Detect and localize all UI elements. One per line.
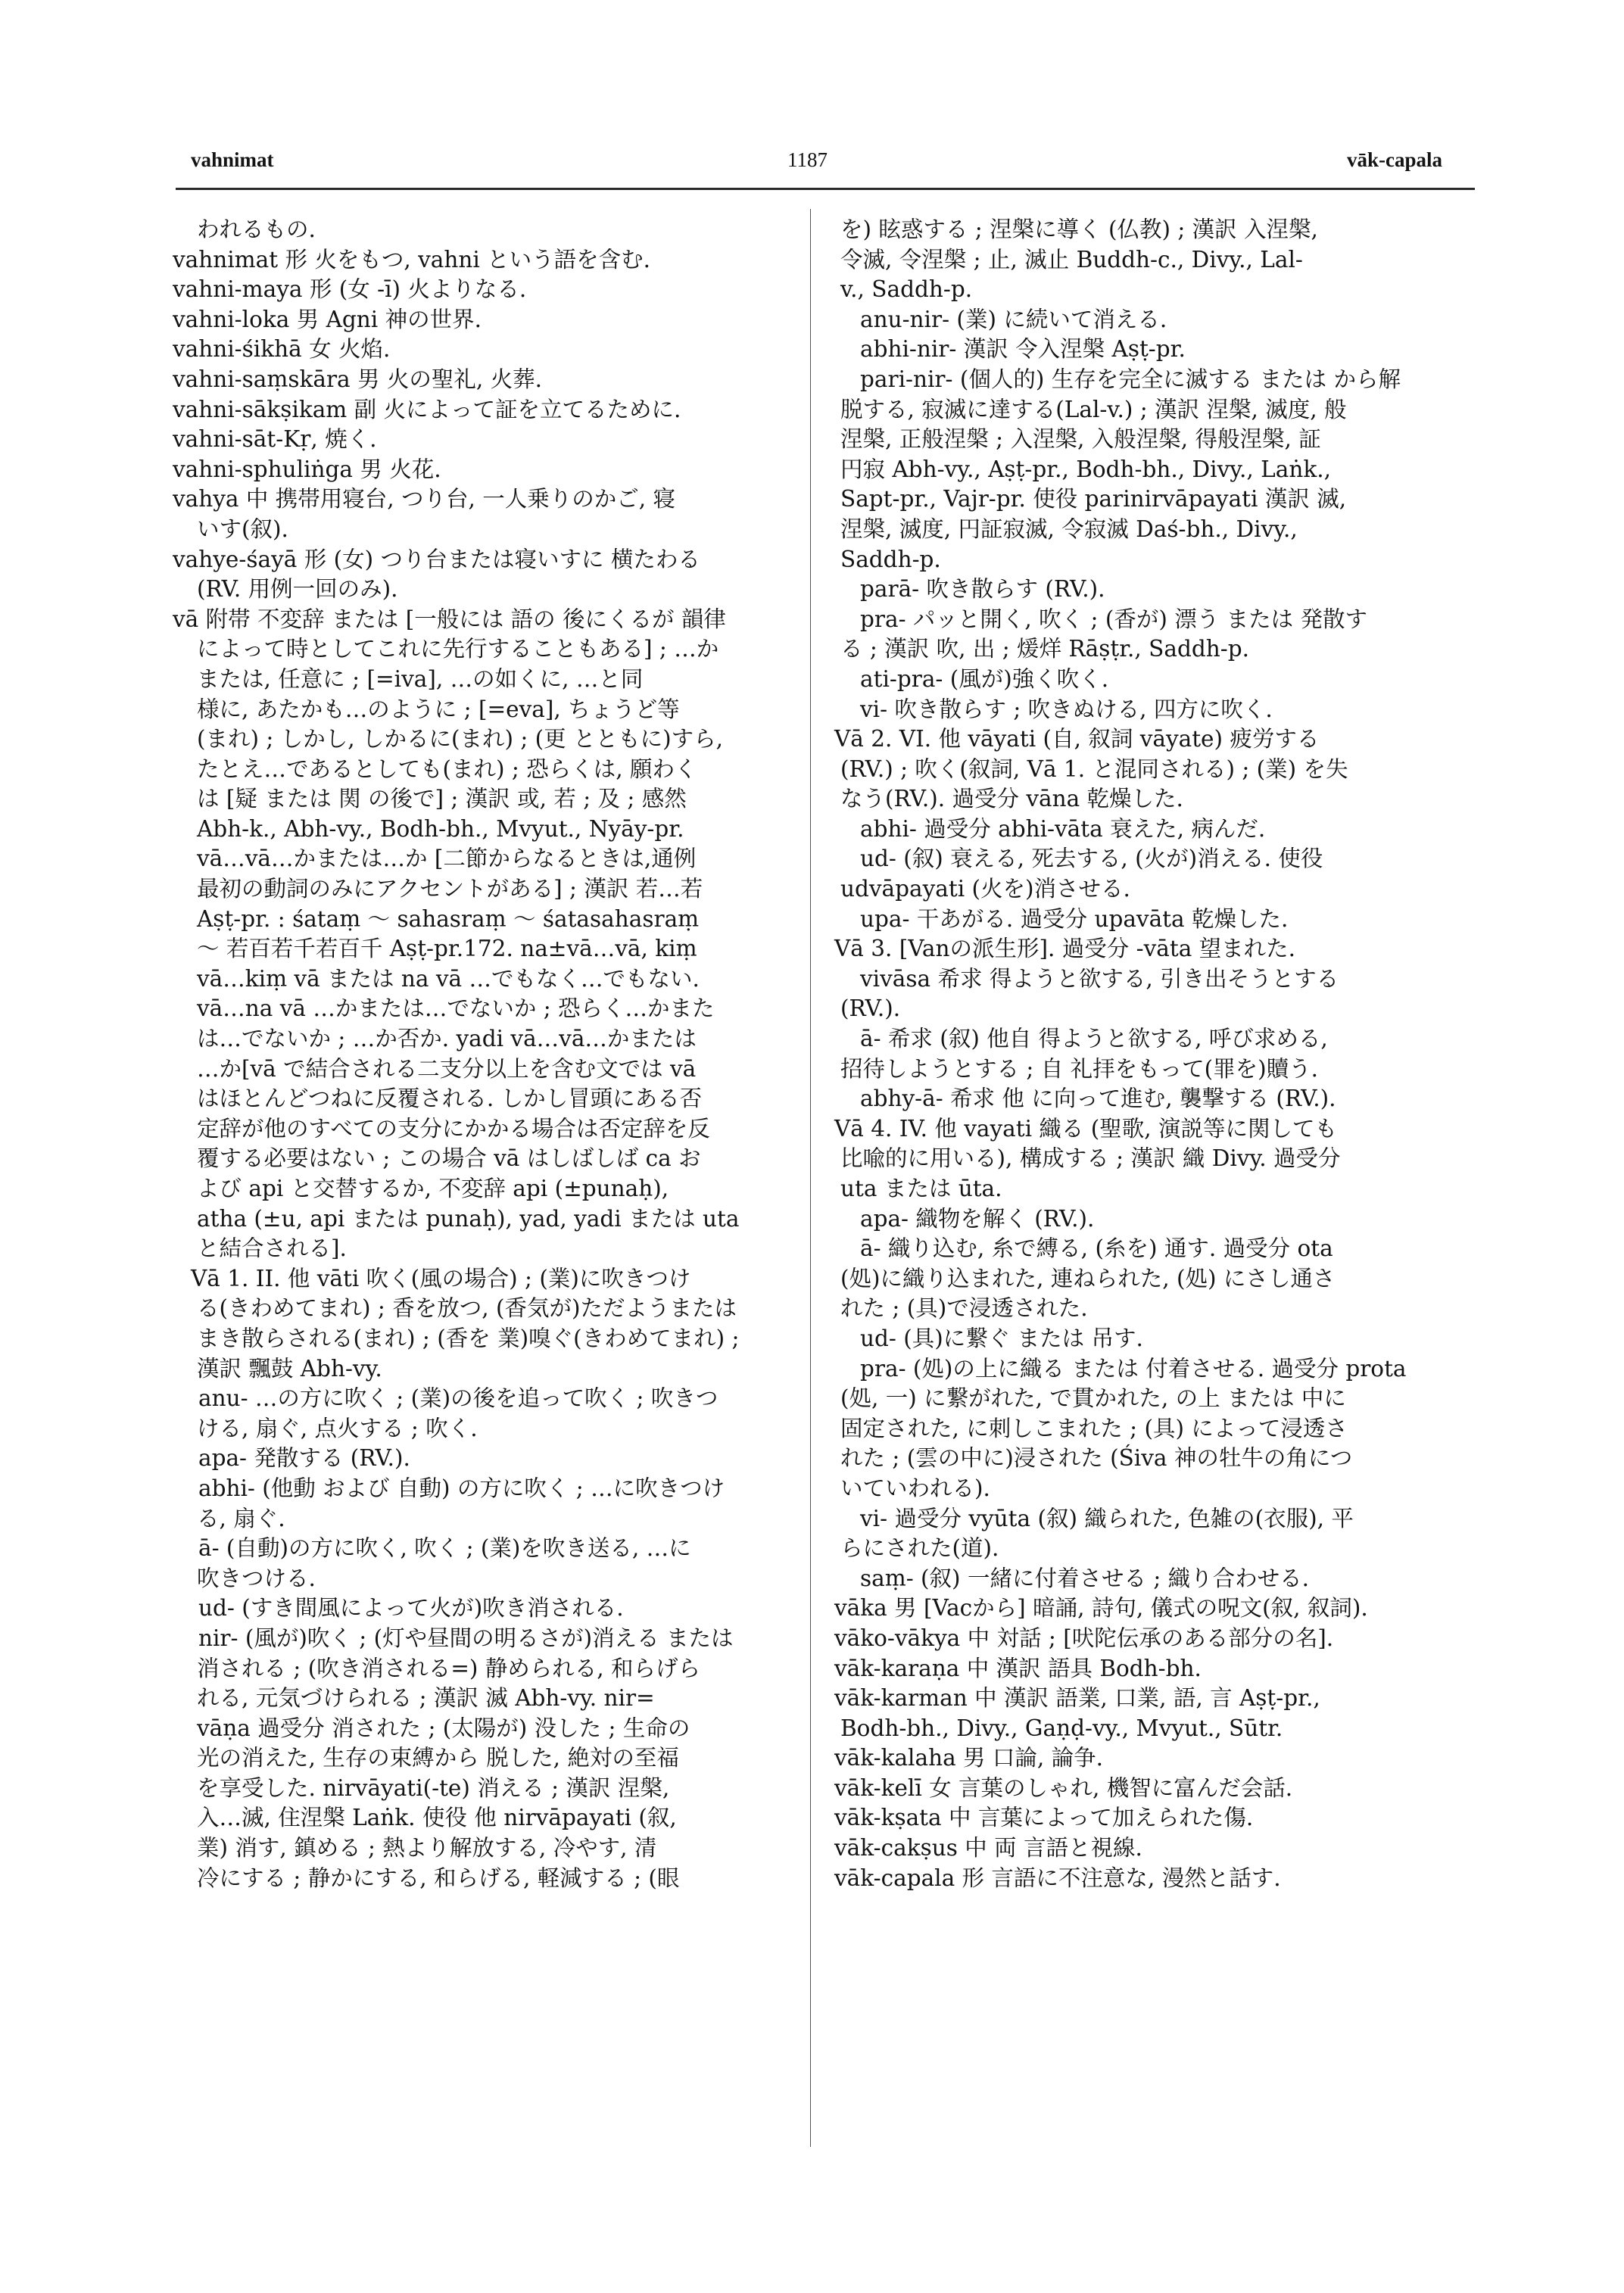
dictionary-line: ける, 扇ぐ, 点火する ; 吹く. <box>197 1415 478 1441</box>
dictionary-line: 業) 消す, 鎮める ; 熱より解放する, 冷やす, 清 <box>197 1835 657 1862</box>
dictionary-line: Aṣṭ-pr. : śataṃ ～ sahasraṃ ～ śatasahasraṃ <box>197 905 700 932</box>
dictionary-line: 消される ; (吹き消される=) 静められる, 和らげら <box>197 1655 701 1681</box>
dictionary-line: Bodh-bh., Divy., Gaṇḍ-vy., Mvyut., Sūtr. <box>840 1715 1283 1741</box>
dictionary-line: pari-nir- (個人的) 生存を完全に滅する または から解 <box>860 366 1401 392</box>
dictionary-line: たとえ…であるとしても(まれ) ; 恐らくは, 願わく <box>197 756 697 782</box>
dictionary-line: なう(RV.). 過受分 vāna 乾燥した. <box>840 786 1183 812</box>
dictionary-line: udvāpayati (火を)消させる. <box>840 876 1130 902</box>
dictionary-line: ud- (具)に繋ぐ または 吊す. <box>860 1325 1143 1351</box>
dictionary-line: anu-nir- (業) に続いて消える. <box>860 306 1167 332</box>
dictionary-line: 定辞が他のすべての支分にかかる場合は否定辞を反 <box>197 1115 710 1142</box>
dictionary-line: と結合される]. <box>197 1235 347 1262</box>
dictionary-line: vahya 中 携帯用寝台, つり台, 一人乗りのかご, 寝 <box>173 486 676 512</box>
dictionary-line: 円寂 Abh-vy., Aṣṭ-pr., Bodh-bh., Divy., Laṅk., <box>840 456 1331 482</box>
dictionary-line: vāk-kṣata 中 言葉によって加えられた傷. <box>834 1805 1254 1831</box>
dictionary-line: 吹きつける. <box>197 1565 316 1591</box>
dictionary-line: (まれ) ; しかし, しかるに(まれ) ; (更 とともに)すら, <box>197 726 723 752</box>
dictionary-line: abhy-ā- 希求 他 に向って進む, 襲撃する (RV.). <box>860 1086 1336 1112</box>
dictionary-line: れる, 元気づけられる ; 漢訳 滅 Abh-vy. nir= <box>197 1685 655 1712</box>
column-divider <box>810 209 811 2147</box>
dictionary-line: anu- …の方に吹く ; (業)の後を追って吹く ; 吹きつ <box>198 1385 718 1412</box>
dictionary-line: vahni-maya 形 (女 -ī) 火よりなる. <box>173 276 527 303</box>
dictionary-line: vāk-kalaha 男 口論, 論争. <box>834 1745 1104 1771</box>
dictionary-line: pra- パッと開く, 吹く ; (香が) 漂う または 発散す <box>860 606 1368 632</box>
dictionary-line: 冷にする ; 静かにする, 和らげる, 軽減する ; (眼 <box>197 1865 680 1891</box>
dictionary-line: vi- 吹き散らす ; 吹きぬける, 四方に吹く. <box>860 696 1273 722</box>
dictionary-line: 比喩的に用いる), 構成する ; 漢訳 織 Divy. 過受分 <box>840 1145 1341 1172</box>
dictionary-line: 光の消えた, 生存の束縛から 脱した, 絶対の至福 <box>197 1745 679 1771</box>
dictionary-line: いす(叙). <box>197 516 288 542</box>
running-head-right: vāk-capala <box>1346 148 1442 171</box>
dictionary-line: る, 扇ぐ. <box>197 1505 285 1531</box>
dictionary-line: parā- 吹き散らす (RV.). <box>860 576 1105 603</box>
dictionary-line: vā…na vā …かまたは…でないか ; 恐らく…かまた <box>197 995 715 1022</box>
dictionary-line: vahni-saṃskāra 男 火の聖礼, 火葬. <box>173 366 543 392</box>
dictionary-line: いていわれる). <box>840 1475 990 1501</box>
dictionary-line: vāṇa 過受分 消された ; (太陽が) 没した ; 生命の <box>197 1715 690 1741</box>
dictionary-line: Saddh-p. <box>840 546 941 572</box>
dictionary-line: pra- (処)の上に織る または 付着させる. 過受分 prota <box>860 1355 1407 1382</box>
dictionary-line: abhi- (他動 および 自動) の方に吹く ; …に吹きつけ <box>198 1475 725 1501</box>
dictionary-line: を) 眩惑する ; 涅槃に導く (仏教) ; 漢訳 入涅槃, <box>840 217 1318 242</box>
dictionary-line: …か[vā で結合される二支分以上を含む文では vā <box>197 1055 697 1082</box>
dictionary-line: ati-pra- (風が)強く吹く. <box>860 665 1109 692</box>
dictionary-line: vahni-loka 男 Agni 神の世界. <box>173 306 482 332</box>
dictionary-line: apa- 発散する (RV.). <box>198 1445 410 1472</box>
dictionary-line: vivāsa 希求 得ようと欲する, 引き出そうとする <box>860 965 1339 992</box>
header-rule <box>176 188 1475 190</box>
dictionary-line: vāk-capala 形 言語に不注意な, 漫然と話す. <box>834 1865 1281 1891</box>
dictionary-line: abhi-nir- 漢訳 令入涅槃 Aṣṭ-pr. <box>860 336 1186 363</box>
dictionary-line: ud- (叙) 衰える, 死去する, (火が)消える. 使役 <box>860 846 1323 872</box>
dictionary-line: vahni-śikhā 女 火焰. <box>173 336 391 363</box>
dictionary-line: ～ 若百若千若百千 Aṣṭ-pr.172. na±vā…vā, kiṃ <box>197 936 697 962</box>
dictionary-line: Vā 4. IV. 他 vayati 織る (聖歌, 演説等に関しても <box>834 1115 1338 1142</box>
dictionary-line: vā…kiṃ vā または na vā …でもなく…でもない. <box>197 965 700 992</box>
dictionary-line: vāk-karman 中 漢訳 語業, 口業, 語, 言 Aṣṭ-pr., <box>834 1685 1320 1712</box>
dictionary-line: ā- (自動)の方に吹く, 吹く ; (業)を吹き送る, …に <box>198 1535 691 1562</box>
dictionary-line: vahni-sākṣikam 副 火によって証を立てるために. <box>173 396 681 422</box>
dictionary-line: または, 任意に ; [=iva], …の如くに, …と同 <box>197 665 644 692</box>
dictionary-line: Sapt-pr., Vajr-pr. 使役 parinirvāpayati 漢訳 滅, <box>840 486 1347 512</box>
dictionary-line: Vā 3. [Vanの派生形]. 過受分 -vāta 望まれた. <box>834 936 1296 962</box>
dictionary-line: 覆する必要はない ; この場合 vā はしばしば ca お <box>197 1145 701 1172</box>
dictionary-line: (RV.). <box>840 995 901 1022</box>
dictionary-line: を享受した. nirvāyati(-te) 消える ; 漢訳 涅槃, <box>197 1774 670 1801</box>
dictionary-line: は…でないか ; …か否か. yadi vā…vā…かまたは <box>197 1026 697 1052</box>
dictionary-line: vahnimat 形 火をもつ, vahni という語を含む. <box>173 246 651 273</box>
dictionary-line: らにされた(道). <box>840 1535 999 1562</box>
page-number: 1187 <box>787 148 828 171</box>
dictionary-line: ā- 織り込む, 糸で縛る, (糸を) 通す. 過受分 ota <box>860 1235 1333 1262</box>
dictionary-line: uta または ūta. <box>840 1176 1002 1201</box>
dictionary-line: nir- (風が)吹く ; (灯や昼間の明るさが)消える または <box>198 1625 734 1651</box>
dictionary-line: atha (±u, api または punaḥ), yad, yadi または uta <box>197 1205 740 1232</box>
dictionary-line: 固定された, に刺しこまれた ; (具) によって浸透さ <box>840 1415 1348 1441</box>
dictionary-line: 最初の動詞のみにアクセントがある] ; 漢訳 若…若 <box>197 876 703 902</box>
dictionary-line: vāk-karaṇa 中 漢訳 語具 Bodh-bh. <box>834 1655 1202 1681</box>
dictionary-line: vā…vā…かまたは…か [二節からなるときは,通例 <box>197 846 697 872</box>
dictionary-line: は [疑 または 関 の後で] ; 漢訳 或, 若 ; 及 ; 感然 <box>197 786 687 812</box>
dictionary-line: Abh-k., Abh-vy., Bodh-bh., Mvyut., Nyāy-pr. <box>197 815 684 842</box>
dictionary-line: vi- 過受分 vyūta (叙) 織られた, 色雑の(衣服), 平 <box>860 1505 1354 1531</box>
dictionary-line: v., Saddh-p. <box>840 276 973 303</box>
dictionary-line: vā 附帯 不変辞 または [一般には 語の 後にくるが 韻律 <box>173 606 726 632</box>
dictionary-line: ā- 希求 (叙) 他自 得ようと欲する, 呼び求める, <box>860 1026 1328 1052</box>
right-column <box>816 215 1454 1893</box>
dictionary-line: vahni-sphuliṅga 男 火花. <box>173 456 441 482</box>
dictionary-line: apa- 織物を解く (RV.). <box>860 1205 1095 1232</box>
dictionary-line: れた ; (具)で浸透された. <box>840 1295 1088 1322</box>
dictionary-line: upa- 干あがる. 過受分 upavāta 乾燥した. <box>860 905 1289 932</box>
left-column <box>173 215 809 1893</box>
dictionary-line: よび api と交替するか, 不変辞 api (±punaḥ), <box>197 1176 669 1201</box>
dictionary-line: vahni-sāt-Kṛ, 焼く. <box>173 426 377 453</box>
dictionary-line: 招待しようとする ; 自 礼拝をもって(罪を)贖う. <box>840 1055 1318 1082</box>
dictionary-line: はほとんどつねに反覆される. しかし冒頭にある否 <box>197 1086 703 1112</box>
dictionary-line: れた ; (雲の中に)浸された (Śiva 神の牡牛の角につ <box>840 1445 1353 1472</box>
dictionary-line: saṃ- (叙) 一緒に付着させる ; 織り合わせる. <box>860 1565 1310 1591</box>
dictionary-line: 脱する, 寂滅に達する(Lal-v.) ; 漢訳 涅槃, 滅度, 般 <box>840 396 1347 422</box>
dictionary-line: われるもの. <box>197 217 316 242</box>
dictionary-line: 漢訳 飄鼓 Abh-vy. <box>197 1355 382 1382</box>
dictionary-line: る(きわめてまれ) ; 香を放つ, (香気が)ただようまたは <box>197 1295 737 1322</box>
dictionary-line: ud- (すき間風によって火が)吹き消される. <box>198 1595 624 1622</box>
dictionary-line: (処, 一) に繋がれた, で貫かれた, の上 または 中に <box>840 1385 1346 1412</box>
dictionary-line: (RV.) ; 吹く(叙詞, Vā 1. と混同される) ; (業) を失 <box>840 756 1348 782</box>
dictionary-line: Vā 2. VI. 他 vāyati (自, 叙詞 vāyate) 疲労する <box>834 726 1320 752</box>
running-head-left: vahnimat <box>191 148 274 171</box>
dictionary-line: 涅槃, 滅度, 円証寂滅, 令寂滅 Daś-bh., Divy., <box>840 516 1298 542</box>
dictionary-line: 様に, あたかも…のように ; [=eva], ちょうど等 <box>197 696 680 722</box>
dictionary-line: Vā 1. II. 他 vāti 吹く(風の場合) ; (業)に吹きつけ <box>191 1265 691 1291</box>
dictionary-line: 令滅, 令涅槃 ; 止, 滅止 Buddh-c., Divy., Lal- <box>840 246 1303 273</box>
dictionary-line: vāk-cakṣus 中 両 言語と視線. <box>834 1835 1142 1862</box>
dictionary-line: 涅槃, 正般涅槃 ; 入涅槃, 入般涅槃, 得般涅槃, 証 <box>840 426 1321 453</box>
dictionary-line: る ; 漢訳 吹, 出 ; 煖烊 Rāṣṭr., Saddh-p. <box>840 636 1249 662</box>
dictionary-line: (RV. 用例一回のみ). <box>197 576 398 603</box>
dictionary-line: によって時としてこれに先行することもある] ; …か <box>197 636 719 662</box>
dictionary-line: 入…滅, 住涅槃 Laṅk. 使役 他 nirvāpayati (叙, <box>197 1805 677 1831</box>
dictionary-line: vāk-kelī 女 言葉のしゃれ, 機智に富んだ会話. <box>834 1774 1293 1801</box>
dictionary-line: abhi- 過受分 abhi-vāta 衰えた, 病んだ. <box>860 815 1266 842</box>
dictionary-line: vāko-vākya 中 対話 ; [吠陀伝承のある部分の名]. <box>834 1625 1334 1651</box>
dictionary-line: vāka 男 [Vacから] 暗誦, 詩句, 儀式の呪文(叙, 叙詞). <box>834 1595 1368 1622</box>
dictionary-line: まき散らされる(まれ) ; (香を 業)嗅ぐ(きわめてまれ) ; <box>197 1325 740 1351</box>
dictionary-line: (処)に織り込まれた, 連ねられた, (処) にさし通さ <box>840 1265 1336 1291</box>
dictionary-line: vahye-śayā 形 (女) つり台または寝いすに 横たわる <box>173 546 700 572</box>
